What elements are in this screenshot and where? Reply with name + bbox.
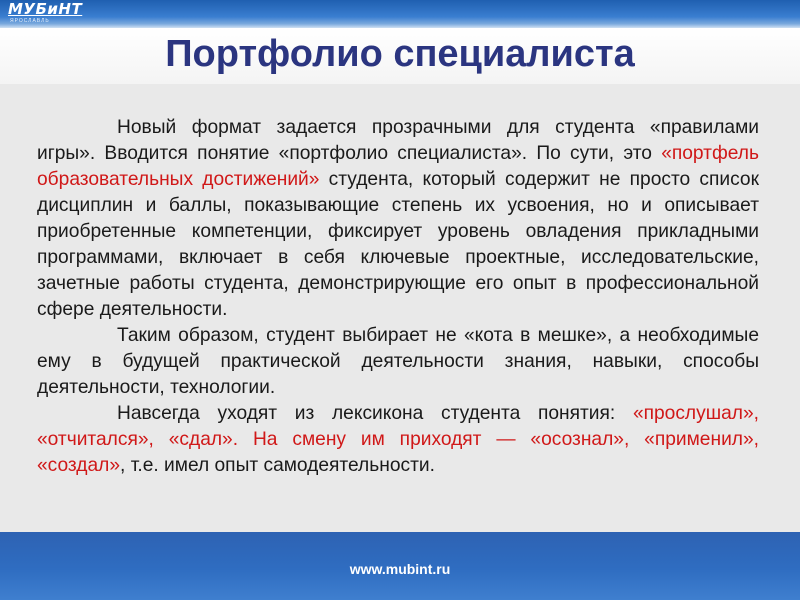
- paragraph-concepts: [37, 401, 759, 479]
- paragraph-portfolio: [37, 115, 759, 323]
- paragraph-3-text-a: Навсегда уходят из лексикона студента понятия:: [117, 403, 633, 424]
- logo-subtext: ЯРОСЛАВЛЬ: [10, 18, 50, 24]
- slide-body: [37, 115, 759, 479]
- mubint-logo: [8, 2, 92, 26]
- paragraph-1-highlight: «портфель образовательных достижений»: [37, 143, 759, 190]
- paragraph-3-text-b: , т.е. имел опыт самодеятельности.: [120, 455, 435, 476]
- slide-title: Портфолио специалиста: [165, 33, 635, 75]
- paragraph-3-highlight: «прослушал», «отчитался», «сдал». На смену им приходят — «осознал», «применил», «создал»: [37, 403, 759, 476]
- paragraph-1-text-a: Новый формат задается прозрачными для студента «правилами игры». Вводится понятие «портфолио специалиста». По сути, это: [37, 117, 759, 164]
- top-band: [0, 0, 800, 28]
- logo-text: МУБиНТ: [8, 0, 83, 18]
- paragraph-1-text-b: студента, который содержит не просто список дисциплин и баллы, показывающие степень их усвоения, но и описывает приобретенные компетенции, фиксирует уровень овладения прикладными программами, включает в себя ключевые проектные, исследовательские, зачетные работы студента, демонстрирующие его опыт в профессиональной сфере деятельности.: [37, 169, 759, 320]
- paragraph-choice: Таким образом, студент выбирает не «кота в мешке», а необходимые ему в будущей практической деятельности знания, навыки, способы деятельности, технологии.: [37, 325, 759, 398]
- footer-url: www.mubint.ru: [349, 561, 451, 577]
